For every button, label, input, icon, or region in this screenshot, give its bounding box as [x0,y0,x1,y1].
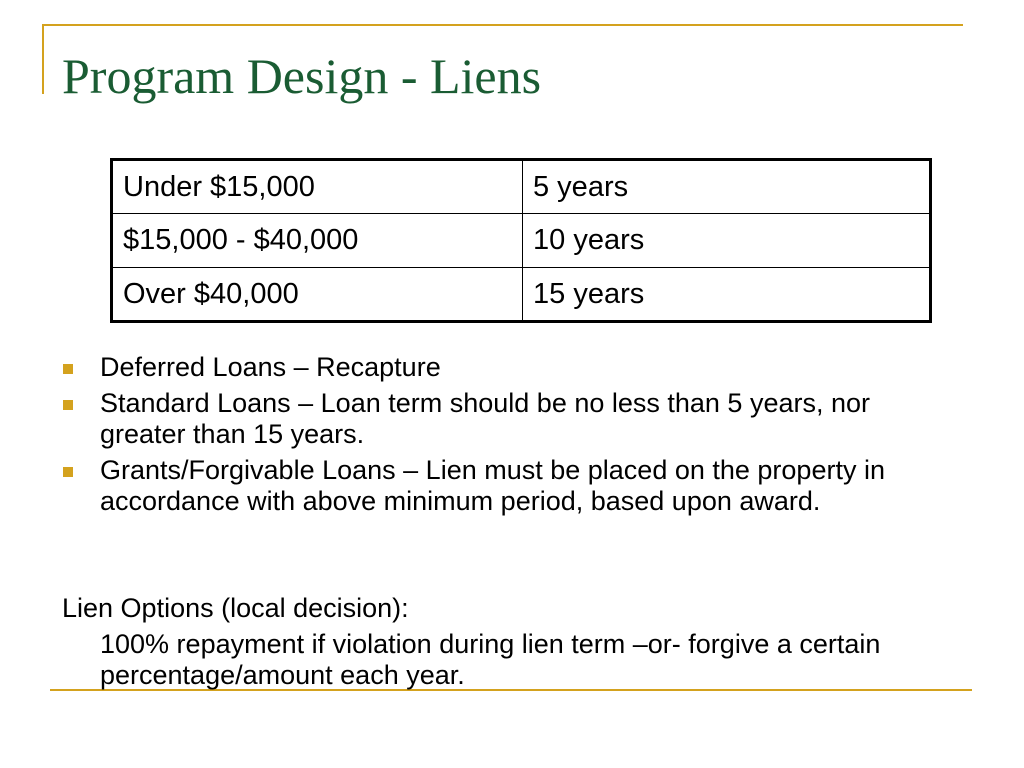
table-row [112,214,931,268]
frame-top-line [42,24,963,26]
square-bullet-icon [63,467,73,477]
bullet-list [62,352,962,522]
slide-title: Program Design - Liens [62,48,542,104]
table-cell-term: 10 years [523,214,931,268]
lien-options-label: Lien Options (local decision): [62,593,409,623]
table-cell-range: Over $40,000 [112,268,523,322]
square-bullet-icon [63,400,73,410]
table-row [112,268,931,322]
list-item [62,455,962,517]
table-cell-range: $15,000 - $40,000 [112,214,523,268]
table-cell-term: 15 years [523,268,931,322]
lien-term-table [110,158,932,323]
bullet-text: Deferred Loans – Recapture [100,352,441,382]
list-item [62,388,962,450]
bullet-text: Standard Loans – Loan term should be no less than 5 years, nor greater than 15 years. [100,388,871,449]
table-row [112,160,931,214]
table-cell-range: Under $15,000 [112,160,523,214]
square-bullet-icon [63,364,73,374]
frame-left-line [42,24,44,94]
lien-options-text: 100% repayment if violation during lien term –or- forgive a certain percentage/amount each year. [100,629,881,690]
bullet-text: Grants/Forgivable Loans – Lien must be placed on the property in accordance with above minimum period, based upon award. [100,455,885,516]
list-item [62,352,962,383]
table-cell-term: 5 years [523,160,931,214]
